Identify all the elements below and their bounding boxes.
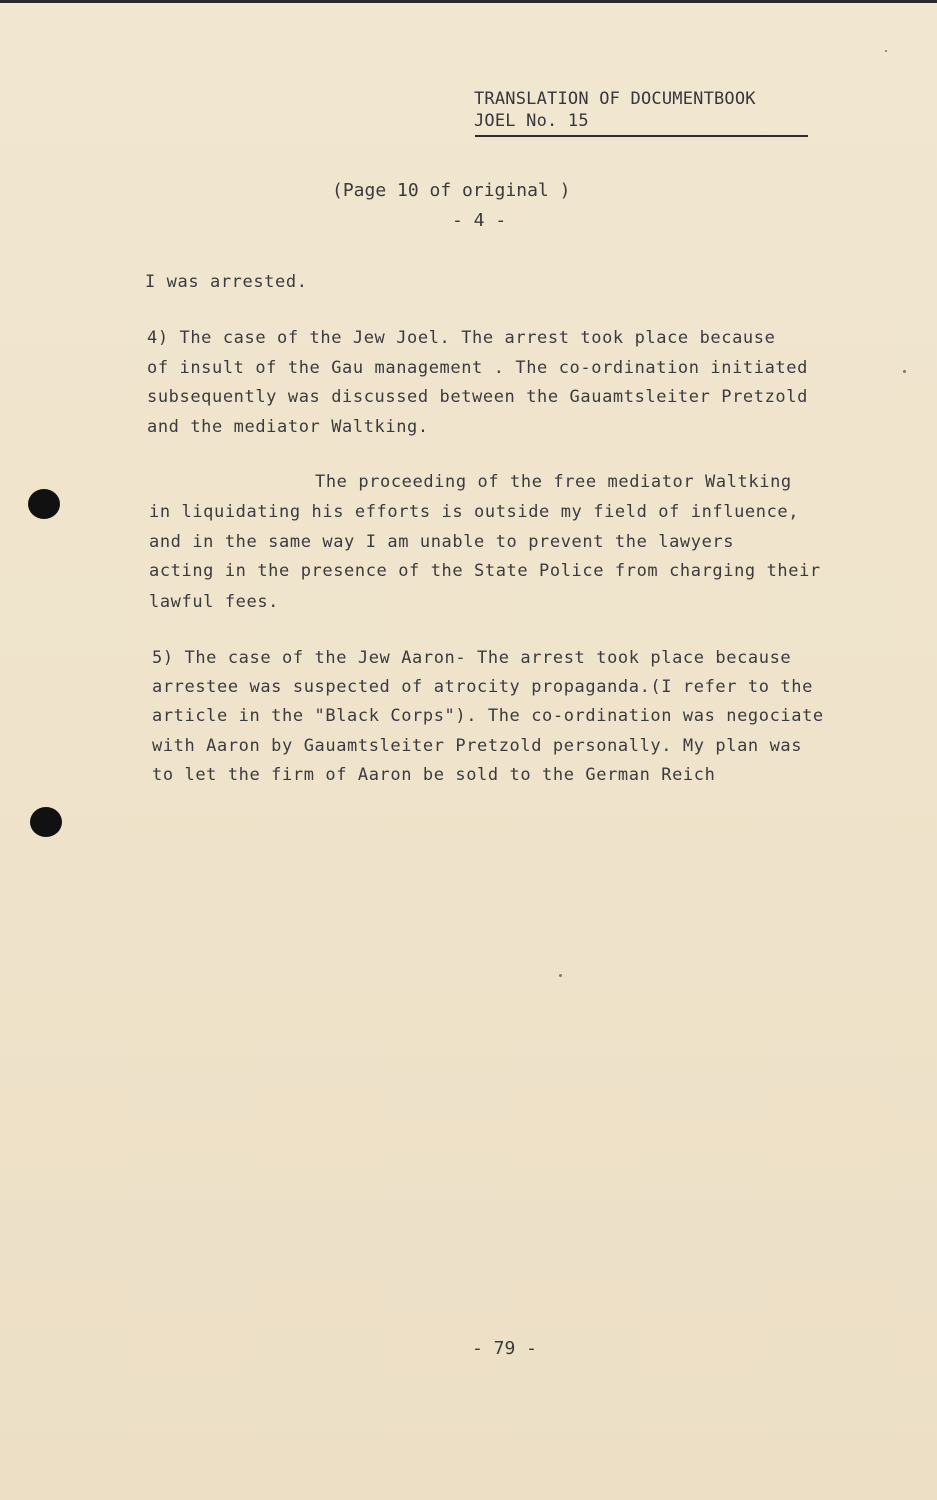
original-page-reference: (Page 10 of original ) <box>332 180 571 201</box>
page-number-footer: - 79 - <box>472 1338 538 1359</box>
header-title: TRANSLATION OF DOCUMENTBOOK <box>474 89 756 109</box>
header-underline <box>475 135 808 137</box>
text-line: I was arrested. <box>145 272 308 292</box>
page-number-top: - 4 - <box>452 210 507 231</box>
top-edge <box>0 0 937 3</box>
text-line: in liquidating his efforts is outside my field of influence, <box>149 502 800 522</box>
text-line: arrestee was suspected of atrocity propaganda.(I refer to the <box>152 677 813 697</box>
paper-speck <box>903 370 906 373</box>
paper-speck <box>559 974 562 977</box>
punch-hole-lower <box>30 807 62 837</box>
text-line: 5) The case of the Jew Aaron- The arrest took place because <box>152 648 792 668</box>
text-line: The proceeding of the free mediator Waltking <box>315 472 792 492</box>
text-line: to let the firm of Aaron be sold to the German Reich <box>152 765 716 785</box>
text-line: lawful fees. <box>149 592 280 612</box>
paper-speck <box>885 50 887 52</box>
text-line: and in the same way I am unable to prevent the lawyers <box>149 532 735 552</box>
text-line: acting in the presence of the State Police from charging their <box>149 561 821 581</box>
header-subtitle: JOEL No. 15 <box>474 111 589 131</box>
text-line: 4) The case of the Jew Joel. The arrest took place because <box>147 328 776 348</box>
punch-hole-upper <box>28 489 60 519</box>
text-line: and the mediator Waltking. <box>147 417 429 437</box>
text-line: subsequently was discussed between the Gauamtsleiter Pretzold <box>147 387 808 407</box>
text-line: of insult of the Gau management . The co-ordination initiated <box>147 358 808 378</box>
text-line: with Aaron by Gauamtsleiter Pretzold personally. My plan was <box>152 736 803 756</box>
document-header <box>474 88 756 132</box>
text-line: article in the "Black Corps"). The co-ordination was negociate <box>152 706 824 726</box>
